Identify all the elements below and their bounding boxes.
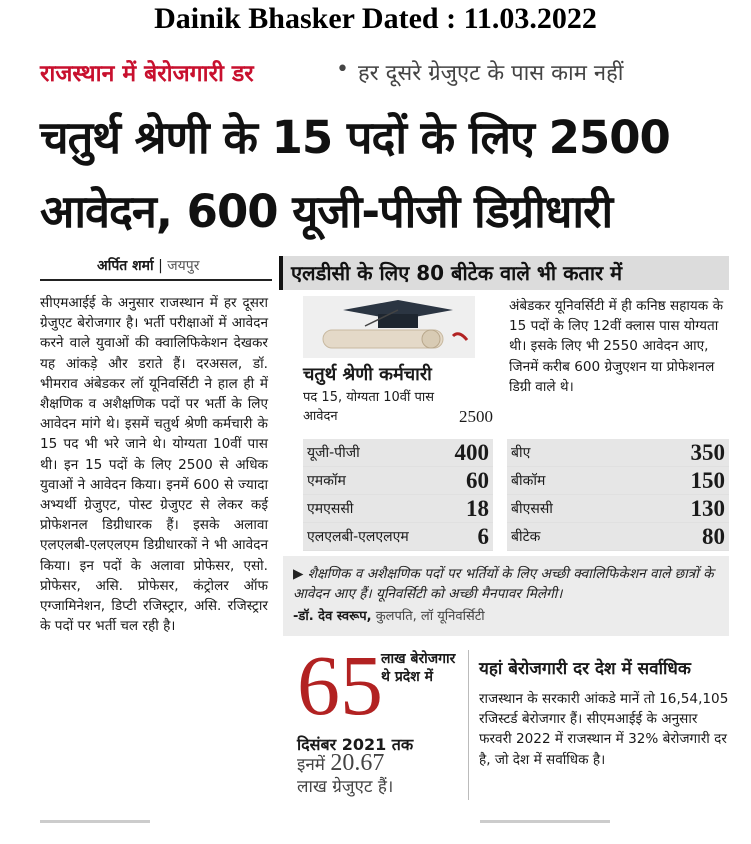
posts-line: पद 15, योग्यता 10वीं पास [303,390,435,405]
applications-row [303,407,493,426]
degree-table-right [507,439,729,551]
headline-line-1: चतुर्थ श्रेणी के 15 पदों के लिए 2500 [40,111,670,164]
box-right-paragraph: अंबेडकर यूनिवर्सिटी में ही कनिष्ठ सहायक के 15 पदों के लिए 12वीं क्लास पास योग्यता थी। इसके लिए भी 2550 आवेदन आए, जिनमें करीब 600 ग्रेजुएशन या प्रोफेशनल डिग्री वाले थे। [509,298,724,395]
row-value: 80 [702,523,725,549]
table-row [303,495,493,523]
article-body: सीएमआईई के अनुसार राजस्थान में हर दूसरा ग्रेजुएट बेरोजगार है। भर्ती परीक्षाओं में आवेदन करने वाले युवाओं की क्वालिफिकेशन देखकर यह आंकड़े और डराते हैं। दरअसल, डॉ. भीमराव अंबेडकर लॉ यूनिवर्सिटी ने हाल ही में शैक्षणिक व अशैक्षणिक पदों पर भर्ती के लिए आवेदन मांगे थे। इसमें चतुर्थ श्रेणी कर्मचारी के 15 पद भी भरे जाने थे। योग्यता 10वीं पास थी। इन 15 पदों के लिए 2500 से अधिक युवाओं ने आवेदन किया। इनमें 600 से ज्यादा अभ्यर्थी ग्रेजुएट, पोस्ट ग्रेजुएट से लेकर कई प्रोफेशनल डिग्रीधारक हैं। इसके अलावा एलएलबी-एलएलएम डिग्रीधारकों ने भी आवेदन किया। इन पदों के अलावा प्रोफेसर, एसो. प्रोफेसर, असि. प्रोफेसर, कंट्रोलर ऑफ एग्जामिनेशन, डिप्टी रजिस्ट्रार, असि. रजिस्ट्रार के पदों पर भर्ती चल रही है। [40,295,268,635]
row-value: 6 [477,523,489,549]
side-story-headline: यहां बेरोजगारी दर देश में सर्वाधिक [479,659,691,679]
table-row [507,523,729,551]
byline-rule [40,279,272,281]
kicker-separator: • [336,57,349,82]
column-divider [468,650,469,800]
row-label: बीए [511,445,531,461]
row-value: 400 [454,439,489,465]
stat-big-number: 65 [297,637,383,733]
row-label: बीकॉम [511,473,546,489]
byline [97,256,199,275]
grad-prefix: इनमें [297,755,325,775]
quote-speaker: -डॉ. देव स्वरूप, [293,609,372,624]
grad-value: 20.67 [330,750,385,776]
side-story-body: राजस्थान के सरकारी आंकडे मानें तो 16,54,105 रजिस्टर्ड बेरोजगार हैं। सीएमआईई के अनुसार फरवरी 2022 में राजस्थान में 32% बेरोजगारी दर है, जो देश में सर्वाधिक है। [479,691,729,768]
table-row [507,467,729,495]
stat-date-text: दिसंबर 2021 तक [297,735,414,754]
grad-suffix: लाख ग्रेजुएट हैं। [297,777,394,797]
quote-box [283,556,729,636]
row-value: 350 [690,439,725,465]
graduation-cap-icon [303,296,475,358]
category-title: चतुर्थ श्रेणी कर्मचारी [303,364,432,385]
row-label: बीटेक [511,529,541,545]
quote-speaker-role: कुलपति, लॉ यूनिवर्सिटी [375,609,485,624]
byline-city: जयपुर [167,258,200,274]
row-value: 18 [466,495,489,521]
quote-text [293,564,721,604]
byline-author: अर्पित शर्मा [97,258,154,274]
quote-body: शैक्षणिक व अशैक्षणिक पदों पर भर्तियों के लिए अच्छी क्वालिफिकेशन वाले छात्रों के आवेदन आए हैं। यूनिवर्सिटी को अच्छी मैनपावर मिलेगी। [293,566,714,602]
row-label: एमएससी [307,501,354,517]
row-value: 150 [690,467,725,493]
bottom-rule [40,820,150,823]
applications-label: आवेदन [303,409,338,424]
kicker-red: राजस्थान में बेरोजगारी डर [40,61,254,87]
table-row [303,523,493,551]
bottom-rule [480,820,610,823]
row-label: बीएससी [511,501,553,517]
table-row [303,467,493,495]
kicker-subhead: हर दूसरे ग्रेजुएट के पास काम नहीं [358,61,624,86]
quote-attribution [293,606,721,624]
row-label: यूजी-पीजी [307,445,360,461]
row-label: एमकॉम [307,473,346,489]
stat-graduate-text [297,752,393,798]
applications-value: 2500 [459,407,493,426]
stat-lakh-text: लाख बेरोजगार थे प्रदेश में [381,651,456,685]
quote-marker-icon: ▶ [293,566,308,582]
row-label: एलएलबी-एलएलएम [307,529,409,545]
headline-line-2: आवेदन, 600 यूजी-पीजी डिग्रीधारी [40,185,613,238]
graduation-cap-photo [303,296,475,358]
table-row [507,495,729,523]
table-row [303,439,493,467]
category-info [303,388,493,426]
box-title: एलडीसी के लिए 80 बीटेक वाले भी कतार में [283,256,729,290]
table-row [507,439,729,467]
row-value: 130 [690,495,725,521]
degree-table-left [303,439,493,551]
byline-separator: | [158,258,163,274]
masthead-date: Dainik Bhasker Dated : 11.03.2022 [154,2,597,35]
row-value: 60 [466,467,489,493]
